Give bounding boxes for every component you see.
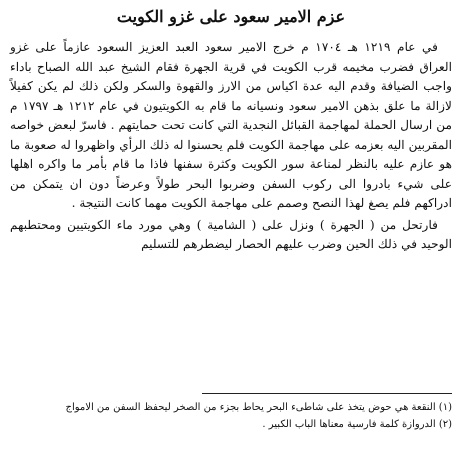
footnote-1: (١) النقعة هي حوض يتخذ على شاطىء البحر يحاط بجزء من الصخر ليحفظ السفن من الامواج	[65, 402, 452, 413]
page-title: عزم الامير سعود على غزو الكويت	[116, 7, 346, 26]
paragraph-1: في عام ١٢١٩ هـ ١٧٠٤ م خرج الامير سعود العبد العزيز السعود عازماً على غزو العراق فضرب مخيمه قرب الكويت في قرية الجهرة فقام الشيخ عبد الله الصباح باداء واجب الضيافة وقدم اليه عدة اكياس من الارز والقهوة والسكر ولكن ذلك لم يكن كفيلاً لازالة ما علق بذهن الامير سعود ونسيانه ما قام به الكويتيون في عام ١٢١٢ هـ ١٧٩٧ م من ارسال الحملة لمهاجمة القبائل النجدية التي كانت تحت حمايتهم . فاسرّ لبعض خواصه المقربين اليه بعزمه على مهاجمة الكويت فلم يحسنوا له ذلك الرأي واظهروا له صعوبة ما هو عازم عليه بالنظر لمناعة سور الكويت وكثرة سفنها فاذا ما قام بأمر ما واكره اهلها على شيء بادروا الى ركوب السفن وضربوا البحر طولاً وعرضاً دون ان يتمكن من ادراكهم فلم يصغ لهذا النصح وصمم على مهاجمة الكويت مهما كانت النتيجة .	[10, 40, 452, 210]
footnote-2: (٢) الدروازة كلمة فارسية معناها الباب الكبير .	[262, 419, 452, 430]
footnotes	[10, 399, 452, 433]
paragraph-2: فارتحل من ( الجهرة ) ونزل على ( الشامية ) وهي مورد ماء الكويتيين ومحتطبهم الوحيد في ذلك الحين وضرب عليهم الحصار ليضطرهم للتسليم	[10, 217, 452, 251]
footnote-divider	[202, 393, 452, 394]
body-text	[10, 38, 452, 255]
